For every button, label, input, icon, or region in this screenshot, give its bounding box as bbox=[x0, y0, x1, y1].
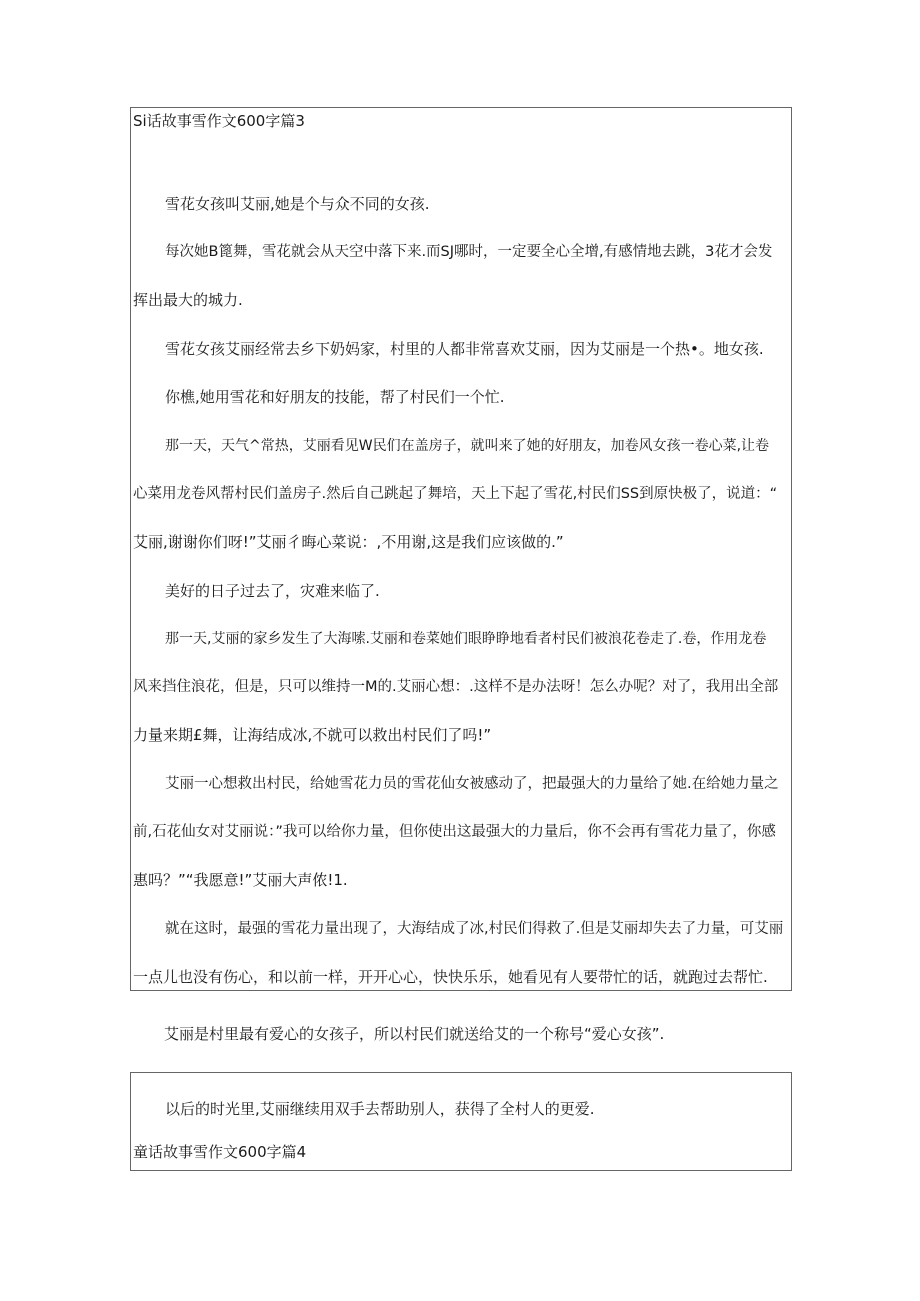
text-box-2 bbox=[130, 1072, 792, 1171]
paragraph-line: 那一天,艾丽的家乡发生了大海嗦.艾丽和卷菜她们眼睁睁地看者村民们被浪花卷走了.卷，作用龙卷 bbox=[165, 631, 767, 647]
section-heading: 童话故事雪作文600字篇4 bbox=[133, 1143, 307, 1161]
paragraph-line: 就在这时，最强的雪花力量出现了，大海结成了冰,村民们得救了.但是艾丽却失去了力量，可艾丽 bbox=[165, 921, 784, 937]
paragraph-line: 心菜用龙卷风帮村民们盖房子.然后自己跳起了舞培，天上下起了雪花,村民们SS到原快极了，说道：“ bbox=[133, 486, 778, 502]
paragraph-line: 力量来期£舞，让海结成冰,不就可以救出村民们了吗!” bbox=[133, 726, 492, 744]
paragraph-line: 美好的日子过去了，灾难来临了. bbox=[165, 582, 380, 600]
paragraph-line: 雪花女孩叫艾丽,她是个与众不同的女孩. bbox=[165, 195, 430, 213]
text-box-1 bbox=[130, 107, 792, 991]
paragraph-line: 那一天，天气^常热，艾丽看见W民们在盖房子，就叫来了她的好朋友，加卷风女孩一卷心菜,让卷 bbox=[165, 438, 770, 454]
section-heading: Si话故事雪作文600字篇3 bbox=[133, 112, 305, 130]
paragraph-line: 你樵,她用雪花和好朋友的技能，帮了村民们一个忙. bbox=[165, 388, 505, 406]
paragraph-line: 惠吗？”“我愿意!”艾丽大声侬!1. bbox=[133, 871, 348, 889]
paragraph-line: 雪花女孩艾丽经常去乡下奶妈家，村里的人都非常喜欢艾丽，因为艾丽是一个热•。地女孩. bbox=[165, 340, 764, 358]
standalone-paragraph: 艾丽是村里最有爱心的女孩子，所以村民们就送给艾的一个称号“爱心女孩”. bbox=[164, 1025, 665, 1043]
paragraph-line: 前,石花仙女对艾丽说：”我可以给你力量，但你使出这最强大的力量后，你不会再有雪花力量了，你感 bbox=[133, 824, 776, 840]
paragraph-line: 以后的时光里,艾丽继续用双手去帮助别人，获得了全村人的更爱. bbox=[165, 1100, 595, 1118]
paragraph-line: 艾丽一心想救出村民，给她雪花力员的雪花仙女被感动了，把最强大的力量给了她.在给她力量之 bbox=[165, 776, 779, 792]
paragraph-line: 挥出最大的城力. bbox=[133, 291, 243, 309]
paragraph-line: 艾丽,谢谢你们呀!”艾丽彳晦心菜说：,不用谢,这是我们应该做的.” bbox=[133, 533, 564, 551]
paragraph-line: 一点儿也没有伤心，和以前一样，开开心心，快快乐乐，她看见有人要带忙的话，就跑过去帮忙. bbox=[133, 968, 768, 986]
paragraph-line: 风来挡住浪花，但是，只可以维持一M的.艾丽心想：.这样不是办法呀！怎么办呢？对了，我用出全部 bbox=[133, 679, 779, 695]
paragraph-line: 每次她B篦舞，雪花就会从天空中落下来.而SJ哪时，一定要全心全增,有感情地去跳，3花才会发 bbox=[165, 244, 773, 260]
